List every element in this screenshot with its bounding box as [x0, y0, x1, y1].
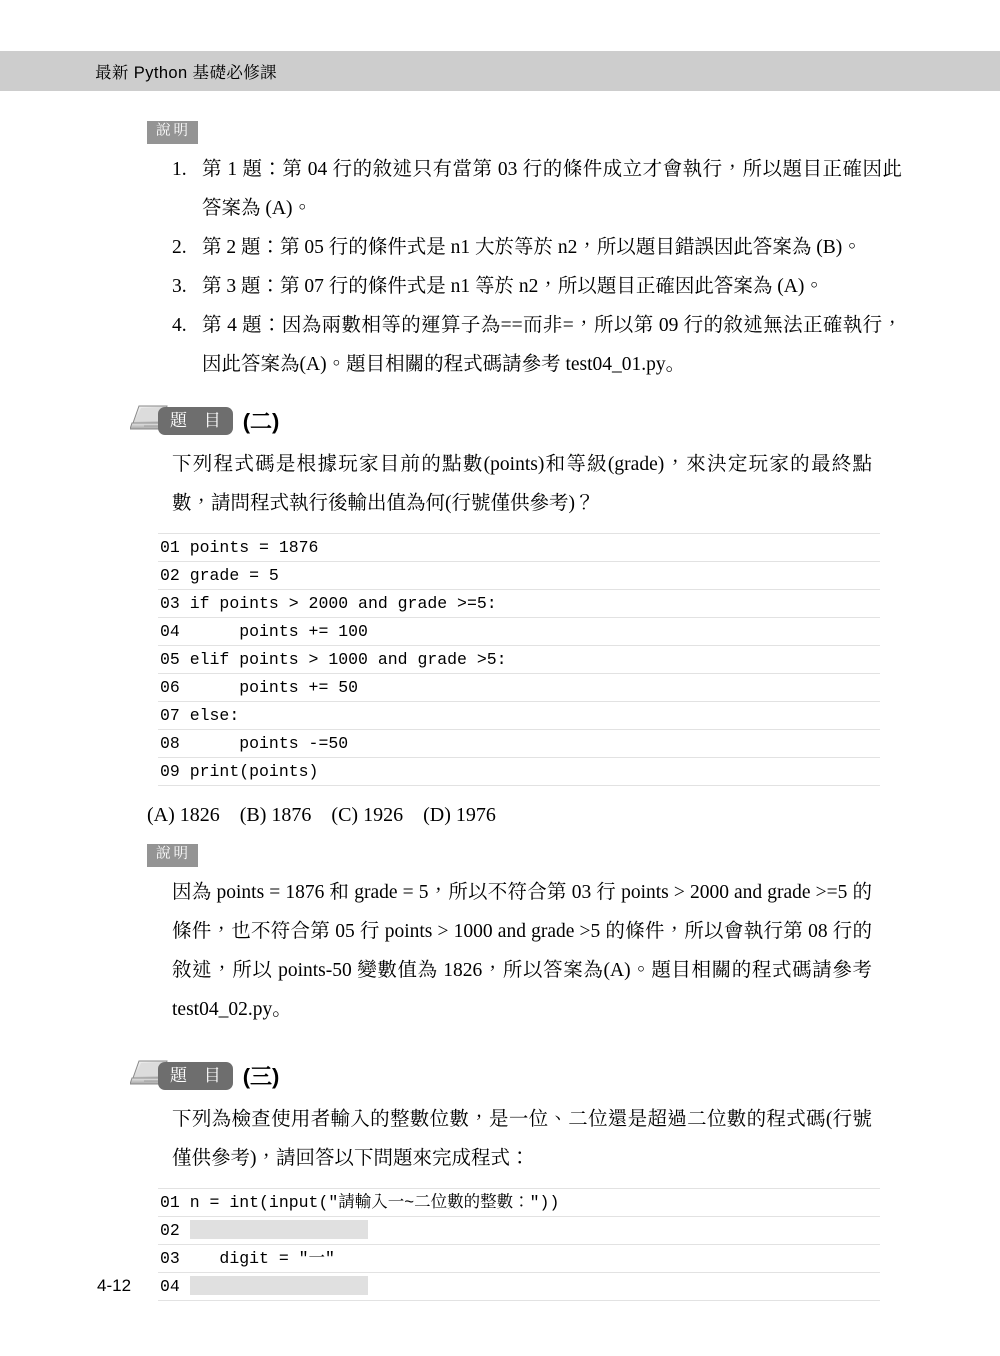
list-item-text: 第 3 題：第 07 行的條件式是 n1 等於 n2，所以題目正確因此答案為 (A)。 [202, 275, 824, 297]
explanation-badge-row-1 [147, 121, 1000, 144]
page-content [0, 91, 1000, 1301]
code-line-number: 02 [160, 1220, 180, 1240]
code-blank-field[interactable] [190, 1220, 368, 1239]
code-line [158, 674, 880, 702]
code-block-2 [158, 533, 880, 786]
code-line [158, 562, 880, 590]
question-badge: 題 目 [158, 407, 233, 436]
code-line-number: 01 [160, 1192, 180, 1212]
code-line-text: points -=50 [189, 733, 349, 753]
code-line-text: points += 100 [189, 621, 368, 641]
list-item-number: 2. [172, 236, 187, 258]
code-line [158, 758, 880, 786]
question-heading-3 [130, 1059, 1000, 1093]
explanation-badge-row-2 [147, 844, 1000, 867]
code-line-number: 06 [160, 677, 180, 697]
code-block-3 [158, 1188, 880, 1301]
code-line-text: digit = "一" [189, 1248, 335, 1268]
list-item-text: 第 2 題：第 05 行的條件式是 n1 大於等於 n2，所以題目錯誤因此答案為 (B)。 [202, 236, 862, 258]
list-item-number: 1. [172, 158, 187, 180]
list-item-number: 4. [172, 314, 187, 336]
code-line-text: else: [189, 705, 240, 725]
question-prompt-2: 下列程式碼是根據玩家目前的點數(points)和等級(grade)，來決定玩家的最終點數，請問程式執行後輸出值為何(行號僅供參考)？ [172, 453, 872, 514]
code-line-text: print(points) [189, 761, 319, 781]
code-line-number: 04 [160, 621, 180, 641]
code-line [158, 1217, 880, 1245]
page-running-header [0, 51, 1000, 91]
code-line-number: 02 [160, 565, 180, 585]
question-prompt-3: 下列為檢查使用者輸入的整數位數，是一位、二位還是超過二位數的程式碼(行號僅供參考)，請回答以下問題來完成程式： [172, 1108, 872, 1169]
code-line-number: 09 [160, 761, 180, 781]
code-line [158, 646, 880, 674]
code-line-number: 03 [160, 593, 180, 613]
explanation-list-1 [0, 150, 1000, 384]
code-line-number: 08 [160, 733, 180, 753]
code-line-text: points = 1876 [189, 537, 319, 557]
code-line [158, 702, 880, 730]
code-line [158, 1245, 880, 1273]
list-item-text: 第 4 題：因為兩數相等的運算子為==而非=，所以第 09 行的敘述無法正確執行，因此答案為(A)。題目相關的程式碼請參考 test04_01.py。 [202, 314, 902, 375]
code-line-number: 01 [160, 537, 180, 557]
question-number: (三) [242, 1064, 280, 1090]
code-line-text: points += 50 [189, 677, 359, 697]
list-item-text: 第 1 題：第 04 行的敘述只有當第 03 行的條件成立才會執行，所以題目正確因此答案為 (A)。 [202, 158, 902, 219]
code-line [158, 618, 880, 646]
code-line [158, 1273, 880, 1301]
list-item [172, 228, 902, 267]
code-blank-field[interactable] [190, 1276, 368, 1295]
code-line-text: if points > 2000 and grade >=5: [189, 593, 497, 613]
code-line [158, 1189, 880, 1217]
page-number: 4-12 [97, 1276, 132, 1295]
question-badge: 題 目 [158, 1062, 233, 1091]
code-line-number: 05 [160, 649, 180, 669]
explanation-text-2: 因為 points = 1876 和 grade = 5，所以不符合第 03 行 points > 2000 and grade >=5 的條件，也不符合第 05 行 points > 1000 and grade >5 的條件，所以會執行第 08 行的敘述，所以 points-50 變數值為 1826，所以答案為(A)。題目相關的程式碼請參考 test04_02.py。 [172, 881, 872, 1020]
list-item [172, 150, 902, 228]
code-line-number: 03 [160, 1248, 180, 1268]
list-item [172, 267, 902, 306]
code-line-text: elif points > 1000 and grade >5: [189, 649, 507, 669]
list-item-number: 3. [172, 275, 187, 297]
list-item [172, 306, 902, 384]
code-line [158, 590, 880, 618]
book-title: 最新 Python 基礎必修課 [95, 64, 278, 82]
note-badge: 說明 [147, 121, 198, 144]
answer-options-2: (A) 1826 (B) 1876 (C) 1926 (D) 1976 [147, 803, 496, 826]
code-line-text: n = int(input("請輸入一~二位數的整數：")) [189, 1192, 560, 1212]
code-line [158, 730, 880, 758]
code-line-number: 04 [160, 1276, 180, 1296]
note-badge: 說明 [147, 844, 198, 867]
question-heading-2 [130, 404, 1000, 438]
code-line-number: 07 [160, 705, 180, 725]
question-number: (二) [242, 409, 280, 435]
code-line [158, 534, 880, 562]
code-line-text: grade = 5 [189, 565, 279, 585]
